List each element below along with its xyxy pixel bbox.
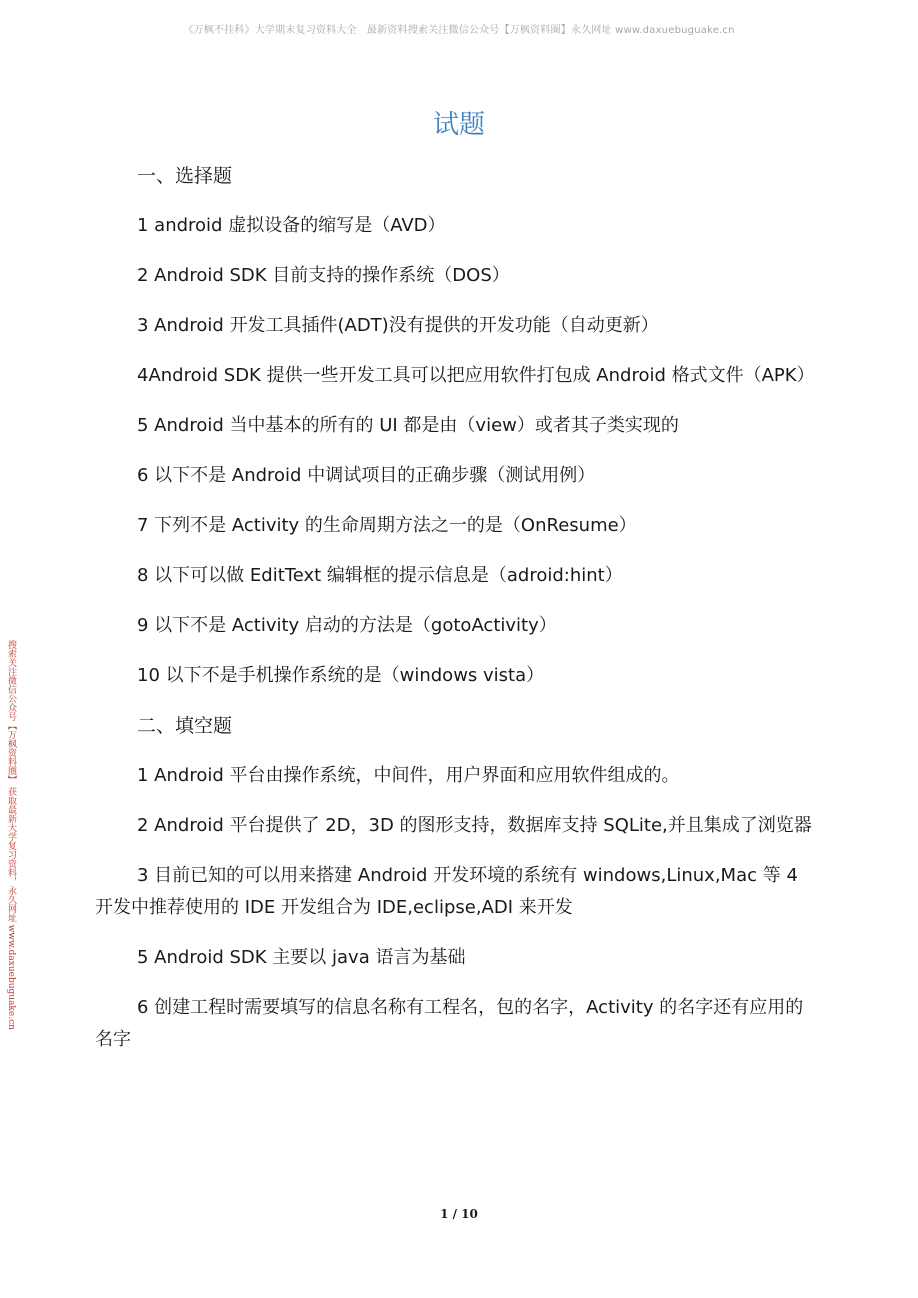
question-item: 2 Android 平台提供了 2D，3D 的图形支持，数据库支持 SQLite,并且集成了浏览器 xyxy=(137,815,812,836)
question-item: 6 以下不是 Android 中调试项目的正确步骤（测试用例） xyxy=(137,465,596,486)
question-item: 8 以下可以做 EditText 编辑框的提示信息是（adroid:hint） xyxy=(137,565,623,586)
question-item: 7 下列不是 Activity 的生命周期方法之一的是（OnResume） xyxy=(137,515,637,536)
question-item: 10 以下不是手机操作系统的是（windows vista） xyxy=(137,665,545,686)
question-item: 1 Android 平台由操作系统，中间件，用户界面和应用软件组成的。 xyxy=(137,765,680,786)
question-item: 2 Android SDK 目前支持的操作系统（DOS） xyxy=(137,265,510,286)
side-watermark: 搜索关注微信公众号【万枫资料圈】 获取最新大学复习资料，永久网址 www.daxuebuguake.cn xyxy=(6,640,16,1030)
section-fill-in-blank xyxy=(95,710,815,1056)
question-item: 5 Android 当中基本的所有的 UI 都是由（view）或者其子类实现的 xyxy=(137,415,679,436)
question-item: 3 目前已知的可以用来搭建 Android 开发环境的系统有 windows,Linux,Mac 等 4 开发中推荐使用的 IDE 开发组合为 IDE,eclipse,ADI 来开发 xyxy=(95,865,798,918)
section-heading: 一、选择题 xyxy=(137,165,233,187)
question-item: 3 Android 开发工具插件(ADT)没有提供的开发功能（自动更新） xyxy=(137,315,659,336)
section-multiple-choice xyxy=(95,160,815,692)
question-item: 4Android SDK 提供一些开发工具可以把应用软件打包成 Android 格式文件（APK） xyxy=(137,365,815,386)
header-watermark: 《万枫不挂科》大学期末复习资料大全 最新资料搜索关注微信公众号【万枫资料圈】永久网址 www.daxuebuguake.cn xyxy=(183,25,735,36)
question-item: 9 以下不是 Activity 启动的方法是（gotoActivity） xyxy=(137,615,557,636)
question-item: 1 android 虚拟设备的缩写是（AVD） xyxy=(137,215,446,236)
document-body xyxy=(95,160,815,1074)
question-item: 5 Android SDK 主要以 java 语言为基础 xyxy=(137,947,466,968)
document-title: 试题 xyxy=(432,110,485,140)
page-number: 1 / 10 xyxy=(440,1207,478,1221)
section-heading: 二、填空题 xyxy=(137,715,233,737)
question-item: 6 创建工程时需要填写的信息名称有工程名，包的名字，Activity 的名字还有应用的名字 xyxy=(95,997,804,1050)
